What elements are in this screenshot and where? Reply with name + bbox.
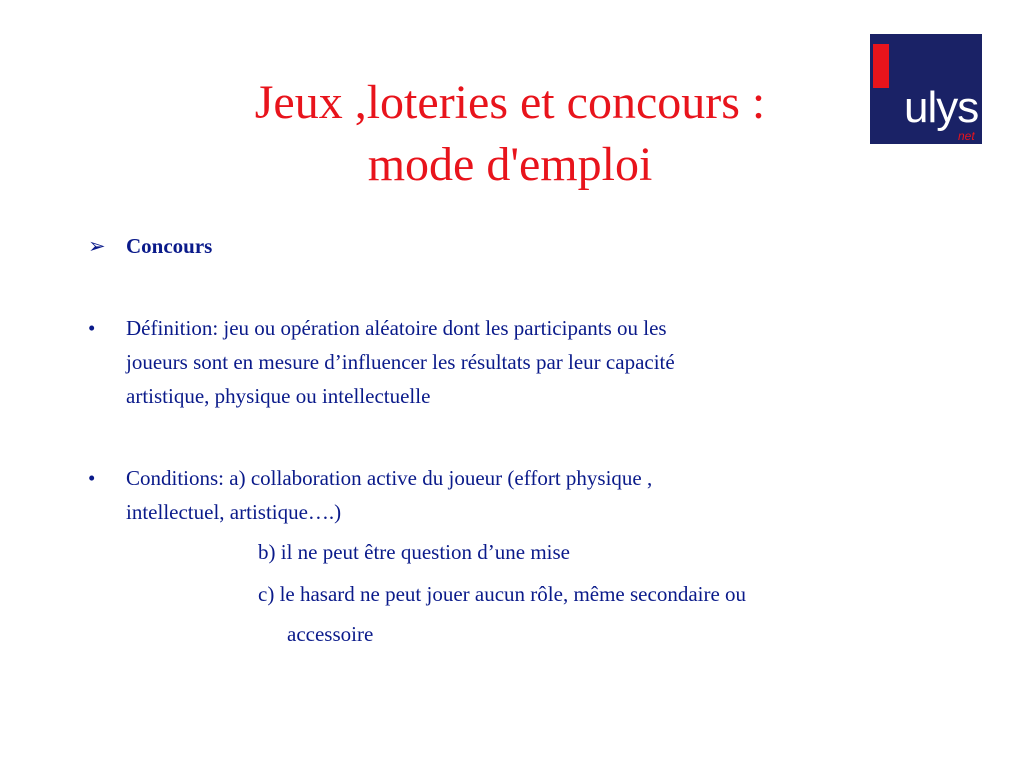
definition-line-3: artistique, physique ou intellectuelle [126, 384, 431, 408]
logo-red-bar [873, 44, 889, 88]
logo-suffix: net [958, 129, 975, 143]
slide-title [130, 72, 890, 196]
definition-line-1: Définition: jeu ou opération aléatoire dont les participants ou les [126, 316, 667, 340]
condition-c-continued: accessoire [287, 622, 374, 646]
conditions-line-1: Conditions: a) collaboration active du joueur (effort physique , [126, 466, 653, 490]
title-line-1: Jeux ,loteries et concours : [254, 76, 766, 129]
conditions-line-2: intellectuel, artistique….) [126, 500, 342, 524]
condition-b: b) il ne peut être question d’une mise [258, 540, 570, 564]
arrow-bullet-icon: ➢ [88, 234, 106, 258]
ulys-logo [870, 34, 982, 144]
definition-line-2: joueurs sont en mesure d’influencer les résultats par leur capacité [126, 350, 675, 374]
title-line-2: mode d'emploi [367, 138, 653, 191]
logo-wordmark: ulys [904, 83, 979, 132]
section-heading: Concours [126, 234, 213, 258]
bullet-icon: • [88, 316, 96, 340]
condition-c: c) le hasard ne peut jouer aucun rôle, même secondaire ou [258, 582, 747, 606]
bullet-icon: • [88, 466, 96, 490]
